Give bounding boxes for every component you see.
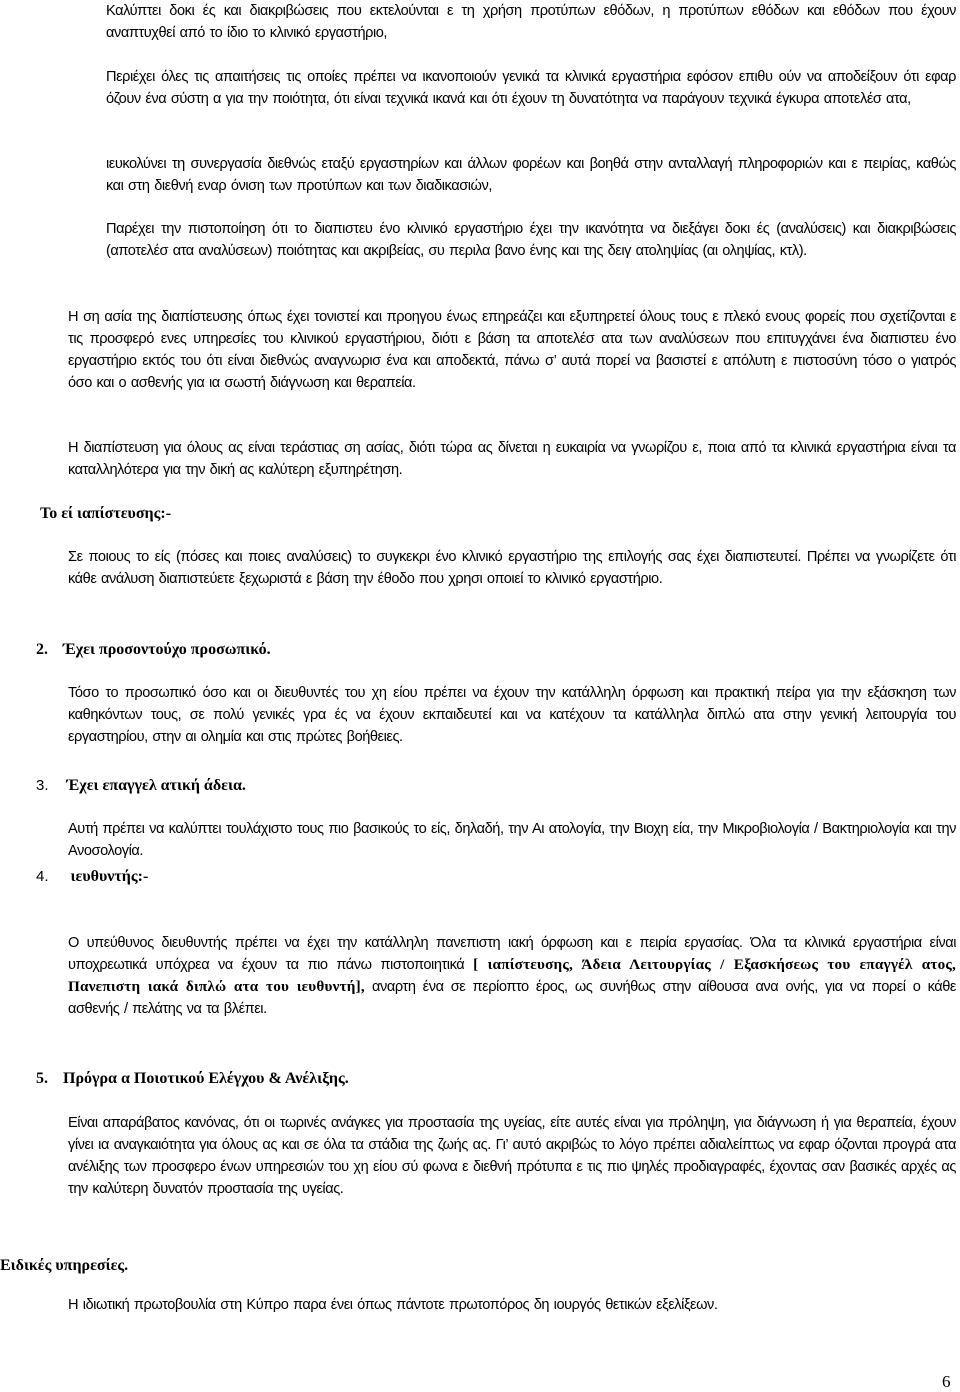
section-title: Έχει προσοντούχο προσωπικό. xyxy=(63,641,271,658)
section-heading-quality-control xyxy=(36,1068,349,1090)
section-title: ιευθυντής:- xyxy=(66,868,149,885)
director-text-start: Ο υπεύθυνος διευθυντής πρέπει να έχει την κατάλληλη πανεπιστη ιακή όρφωση και ε πειρία εργασίας. Όλα τα κλινικά εργαστήρια είναι υποχρεωτικά υπόχρεα να έχουν τα πιο πάνω πιστοποιητικά xyxy=(68,935,956,973)
bullet-paragraph-3: ιευκολύνει τη συνεργασία διεθνώς εταξύ εργαστηρίων και άλλων φορέων και βοηθά στην ανταλλαγή πληροφοριών και ε πειρίας, καθώς και στη διεθνή εναρ όνιση των προτύπων και των διαδικασιών, xyxy=(106,156,956,194)
section-text-quality-control: Είναι απαράβατος κανόνας, ότι οι τωρινές ανάγκες για προστασία της υγείας, είτε αυτές είναι για πρόληψη, για διάγνωση ή για θεραπεία, έχουν γίνει ια αναγκαιότητα για όλους ας και σε όλα τα στάδια της ζωής ας. Γι’ αυτό ακριβώς το λόγο πρέπει αδιαλείπτως να εφαρ όζονται προγρά ατα ανέλιξης των προσφερο ένων υπηρεσιών του χη είου σύ φωνα ε διεθνή πρότυπα ε τις πιο ψηλές προδιαγραφές, έχοντας σαν βασικές αρχές ας την καλύτερη δυνατόν προστασία της υγείας. xyxy=(68,1115,956,1197)
section-text-professional-license: Αυτή πρέπει να καλύπτει τουλάχιστο τους πιο βασικούς το είς, δηλαδή, την Αι ατολογία, την Βιοχη εία, την Μικροβιολογία / Βακτηριολογία και την Ανοσολογία. xyxy=(68,821,956,859)
section-heading-accreditation-field: Το εί ιαπίστευσης:- xyxy=(40,505,172,522)
section-number: 2. xyxy=(36,641,48,658)
special-services-text: Η ιδιωτική πρωτοβουλία στη Κύπρο παρα ένει όπως πάντοτε πρωτοπόρος δη ιουργός θετικών εξελίξεων. xyxy=(68,1297,718,1313)
section-number: 5. xyxy=(36,1070,48,1087)
section-text-accreditation-field: Σε ποιους το είς (πόσες και ποιες αναλύσεις) το συγκεκρι ένο κλινικό εργαστήριο της επιλογής σας έχει διαπιστευτεί. Πρέπει να γνωρίζετε ότι κάθε ανάλυση διαπιστεύετε ξεχωριστά ε βάση την έθοδο που χρησι οποιεί το κλινικό εργαστήριο. xyxy=(68,549,956,587)
bullet-paragraph-1: Καλύπτει δοκι ές και διακριβώσεις που εκτελούνται ε τη χρήση προτύπων εθόδων, η προτύπων εθόδων και εθόδων που έχουν αναπτυχθεί από το ίδιο το κλινικό εργαστήριο, xyxy=(106,3,956,41)
accreditation-benefit-paragraph: Η διαπίστευση για όλους ας είναι τεράστιας ση ασίας, διότι τώρα ας δίνεται η ευκαιρία να γνωρίζου ε, ποια από τα κλινικά εργαστήρια είναι τα καταλληλότερα για την δική ας καλύτερη εξυπηρέτηση. xyxy=(68,440,956,478)
section-text-director xyxy=(68,932,956,1020)
section-title: Έχει επαγγελ ατική άδεια. xyxy=(66,777,246,794)
page-number: 6 xyxy=(942,1372,951,1391)
bullet-paragraph-4: Παρέχει την πιστοποίηση ότι το διαπιστευ ένο κλινικό εργαστήριο έχει την ικανότητα να διεξάγει δοκι ές (αναλύσεις) και διακριβώσεις (αποτελέσ ατα αναλύσεων) ποιότητας και ακριβείας, συ περιλα βανο ένης και της δειγ ατοληψίας (αι οληψίας, κτλ). xyxy=(106,221,956,259)
accreditation-importance-paragraph: Η ση ασία της διαπίστευσης όπως έχει τονιστεί και προηγου ένως επηρεάζει και εξυπηρετεί όλους τους ε πλεκό ενους φορείς που σχετίζονται ε τις προσφερό ενες υπηρεσίες του κλινικού εργαστήριου, διότι ε βάση τα αποτελέσ ατα των αναλύσεων που επιτυγχάνει ένα διαπιστευ ένο εργαστήριο εκτός του ότι είναι διεθνώς αναγνωρισ ένα και αποδεκτά, πάνω σ’ αυτά πορεί να βασιστεί ε απόλυτη ε πιστοσύνη τόσο ο γιατρός όσο και ο ασθενής για ια σωστή διάγνωση και θεραπεία. xyxy=(68,309,956,391)
special-services-heading: Ειδικές υπηρεσίες. xyxy=(0,1257,129,1274)
section-heading-professional-license xyxy=(36,775,246,797)
director-text-end: αναρτη ένα σε περίοπτο έρος, ως συνήθως στην αίθουσα ανα ονής, για να πορεί ο κάθε ασθενής / πελάτης να τα βλέπει. xyxy=(68,979,956,1017)
section-number: 4. xyxy=(36,868,49,885)
section-heading-qualified-staff xyxy=(36,639,271,661)
section-heading-director xyxy=(36,866,148,888)
director-certificates-list: [ ιαπίστευσης, Άδεια Λειτουργίας / Εξασκήσεως του επαγγέλ ατος, Πανεπιστη ιακά διπλώ ατα του ιευθυντή], xyxy=(68,956,956,995)
bullet-paragraph-2: Περιέχει όλες τις απαιτήσεις τις οποίες πρέπει να ικανοποιούν γενικά τα κλινικά εργαστήρια εφόσον επιθυ ούν να αποδείξουν ότι εφαρ όζουν ένα σύστη α για την ποιότητα, ότι είναι τεχνικά ικανά και ότι έχουν τη δυνατότητα να παράγουν τεχνικά έγκυρα αποτελέσ ατα, xyxy=(106,69,956,107)
section-title: Πρόγρα α Ποιοτικού Ελέγχου & Ανέλιξης. xyxy=(63,1070,349,1087)
section-text-qualified-staff: Τόσο το προσωπικό όσο και οι διευθυντές του χη είου πρέπει να έχουν την κατάλληλη όρφωση και πρακτική πείρα για την εξάσκηση των καθηκόντων τους, σε πολύ γενικές γρα ές να έχουν εκπαιδευτεί και να κατέχουν τα κατάλληλα διπλώ ατα στην γενική λειτουργία του εργαστηρίου, στην αι ολημία και στις πρώτες βοήθειες. xyxy=(68,685,956,745)
section-number: 3. xyxy=(36,777,49,794)
